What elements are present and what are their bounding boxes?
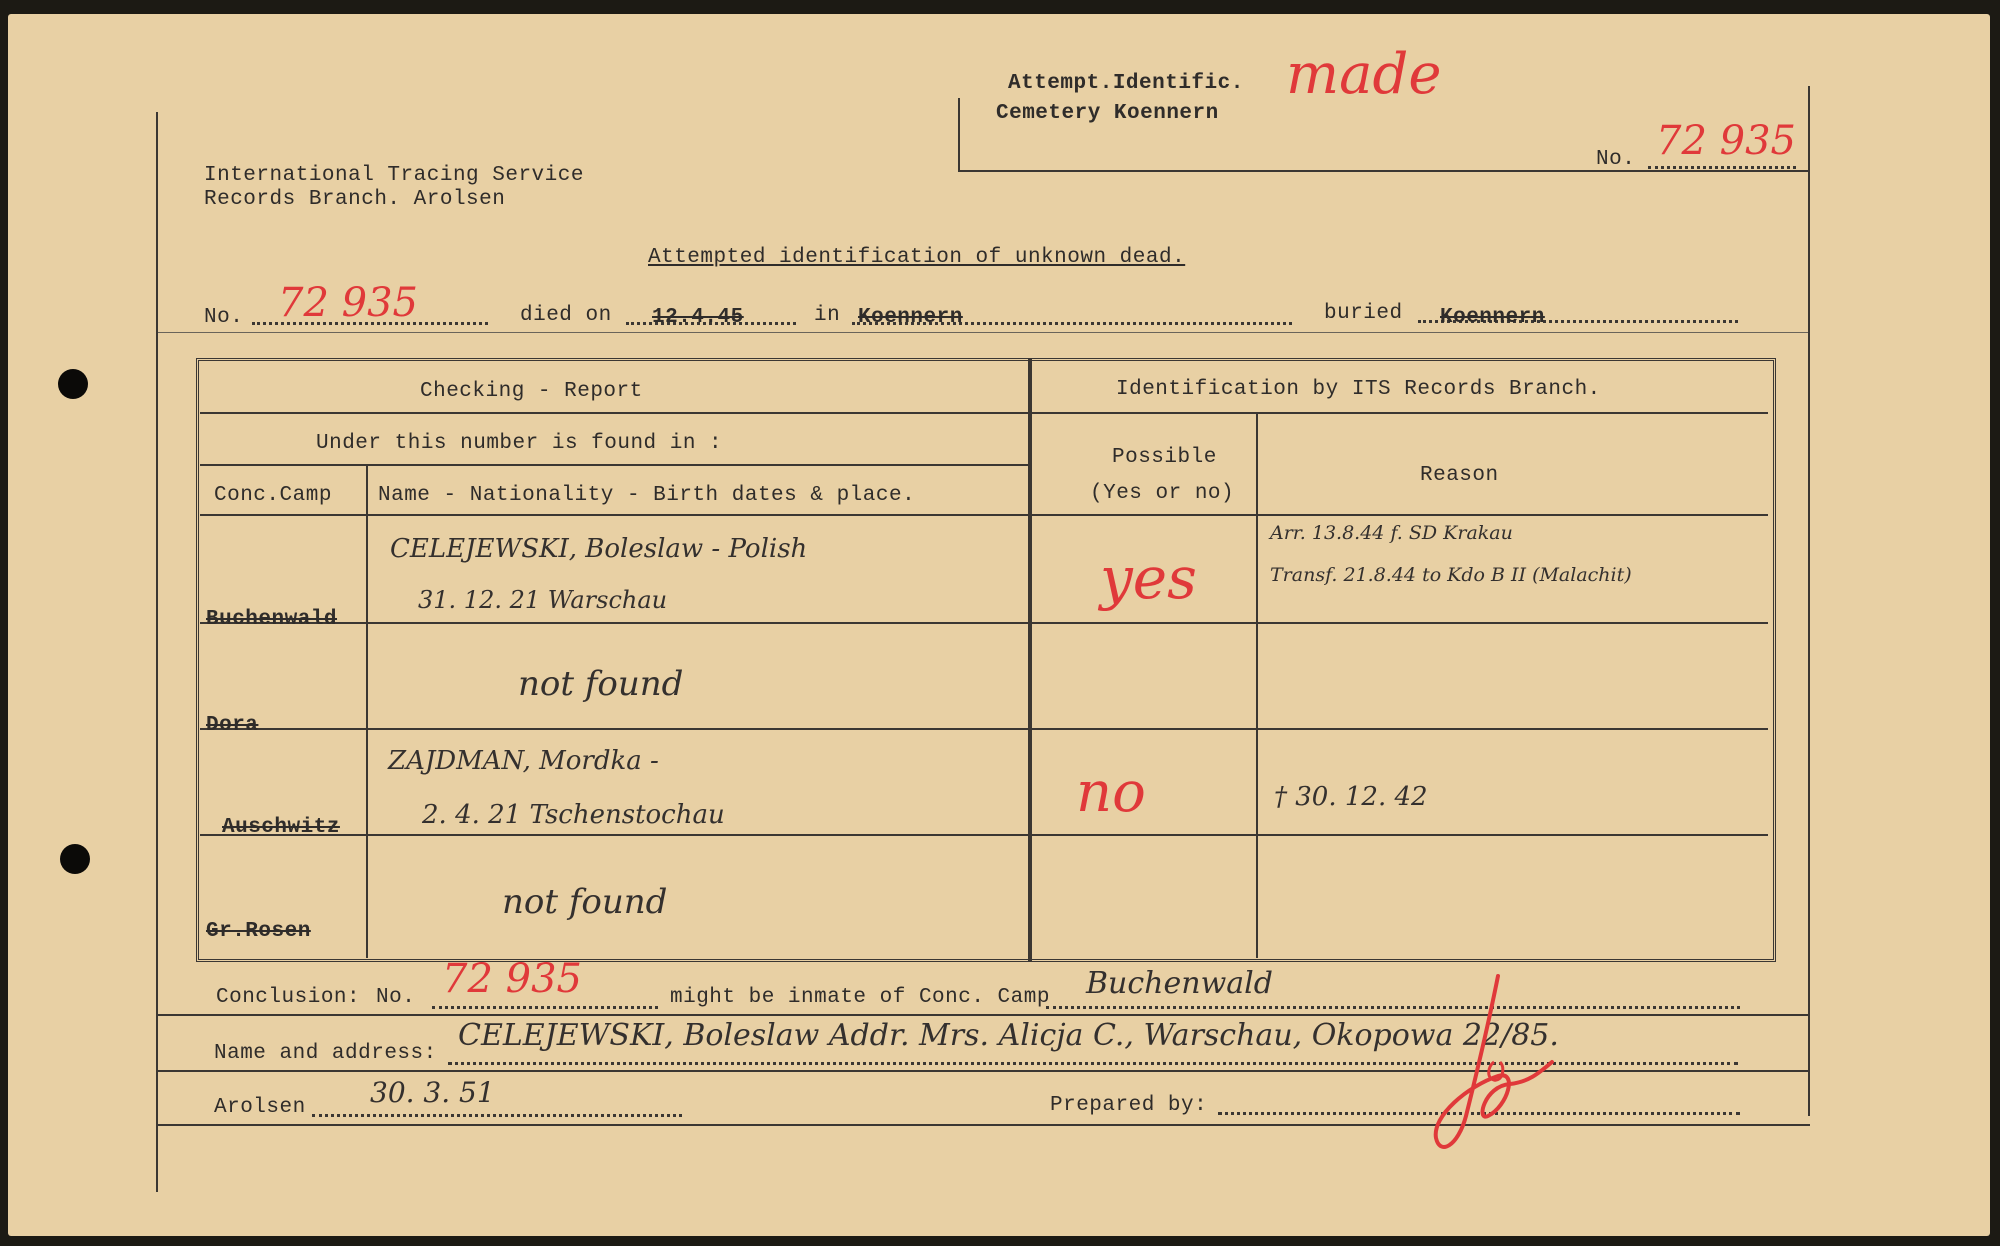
row-1-reason-line-1: Arr. 13.8.44 f. SD Krakau: [1270, 522, 1513, 544]
header-name-nationality: Name - Nationality - Birth dates & place.: [378, 484, 916, 507]
attempt-label: Attempt.Identific.: [1008, 72, 1244, 95]
died-on-value: 12.4.45: [652, 306, 744, 329]
prepared-by-label: Prepared by:: [1050, 1094, 1208, 1117]
row-4-name-line-1: not found: [502, 882, 668, 922]
footer-date: 30. 3. 51: [370, 1076, 495, 1109]
conclusion-might-be: might be inmate of Conc. Camp: [670, 986, 1050, 1009]
table-header-line-3: [200, 514, 1768, 516]
died-on-label: died on: [520, 304, 612, 327]
table-vertical-possible: [1256, 412, 1258, 958]
row-2-camp: Dora: [206, 714, 259, 737]
row-1-name-line-2: 31. 12. 21 Warschau: [418, 586, 668, 614]
footer-date-dots: [312, 1114, 682, 1117]
card-number-label: No.: [1596, 148, 1636, 171]
header-possible: Possible: [1112, 446, 1217, 469]
cemetery-label: Cemetery Koennern: [996, 102, 1219, 125]
attempt-value: made: [1286, 42, 1442, 107]
row-3-possible: no: [1076, 760, 1146, 825]
in-value: Koennern: [858, 306, 963, 329]
header-under-number: Under this number is found in :: [316, 432, 723, 455]
buried-value: Koennern: [1440, 306, 1545, 329]
conclusion-label: Conclusion:: [216, 986, 361, 1009]
row-1-name-line-1: CELEJEWSKI, Boleslaw - Polish: [390, 534, 808, 564]
org-line-1: International Tracing Service: [204, 164, 584, 187]
table-row-line-3: [200, 834, 1768, 836]
header-identification: Identification by ITS Records Branch.: [1116, 378, 1601, 401]
record-line-divider: [158, 332, 1808, 333]
table-vertical-camp: [366, 466, 368, 958]
header-reason: Reason: [1420, 464, 1499, 487]
table-header-line-2: [200, 464, 1028, 466]
conclusion-camp-value: Buchenwald: [1086, 966, 1273, 1001]
row-4-camp: Gr.Rosen: [206, 920, 311, 943]
red-initials-signature: [1428, 966, 1568, 1166]
row-2-name-line-1: not found: [518, 664, 684, 704]
header-conc-camp: Conc.Camp: [214, 484, 332, 507]
left-margin-line: [156, 112, 158, 1192]
right-margin-line: [1808, 86, 1810, 1116]
record-no-label: No.: [204, 306, 244, 329]
row-3-name-line-1: ZAJDMAN, Mordka -: [388, 746, 659, 776]
name-address-label: Name and address:: [214, 1042, 437, 1065]
header-checking-report: Checking - Report: [420, 380, 643, 403]
conclusion-camp-dots: [1046, 1006, 1740, 1009]
conclusion-no-value: 72 935: [442, 956, 582, 1002]
table-row-line-1: [200, 622, 1768, 624]
table-header-line-1: [200, 412, 1768, 414]
index-card: [8, 14, 1990, 1236]
buried-label: buried: [1324, 302, 1403, 325]
row-3-camp: Auschwitz: [222, 816, 340, 839]
in-label: in: [814, 304, 841, 327]
name-address-value: CELEJEWSKI, Boleslaw Addr. Mrs. Alicja C., Warschau, Okopowa 22/85.: [458, 1018, 1559, 1053]
table-vertical-divider-main: [1028, 358, 1032, 962]
footer-place: Arolsen: [214, 1096, 306, 1119]
punch-hole-bottom: [60, 844, 90, 874]
conclusion-no-dots: [432, 1006, 658, 1009]
card-number-value: 72 935: [1656, 118, 1796, 164]
conclusion-no-label: No.: [376, 986, 416, 1009]
punch-hole-top: [58, 369, 88, 399]
attempt-box-left: [958, 98, 960, 170]
card-number-dots: [1648, 166, 1796, 169]
row-3-reason-line-1: † 30. 12. 42: [1274, 782, 1428, 812]
org-line-2: Records Branch. Arolsen: [204, 188, 506, 211]
record-no-value: 72 935: [278, 280, 418, 326]
table-row-line-2: [200, 728, 1768, 730]
attempt-box-bottom: [958, 170, 1810, 172]
row-1-possible: yes: [1100, 544, 1197, 612]
header-yes-or-no: (Yes or no): [1090, 482, 1235, 505]
row-1-reason-line-2: Transf. 21.8.44 to Kdo B II (Malachit): [1270, 564, 1632, 586]
row-3-name-line-2: 2. 4. 21 Tschenstochau: [422, 800, 725, 830]
row-1-camp: Buchenwald: [206, 608, 338, 631]
page-title: Attempted identification of unknown dead.: [648, 246, 1186, 269]
